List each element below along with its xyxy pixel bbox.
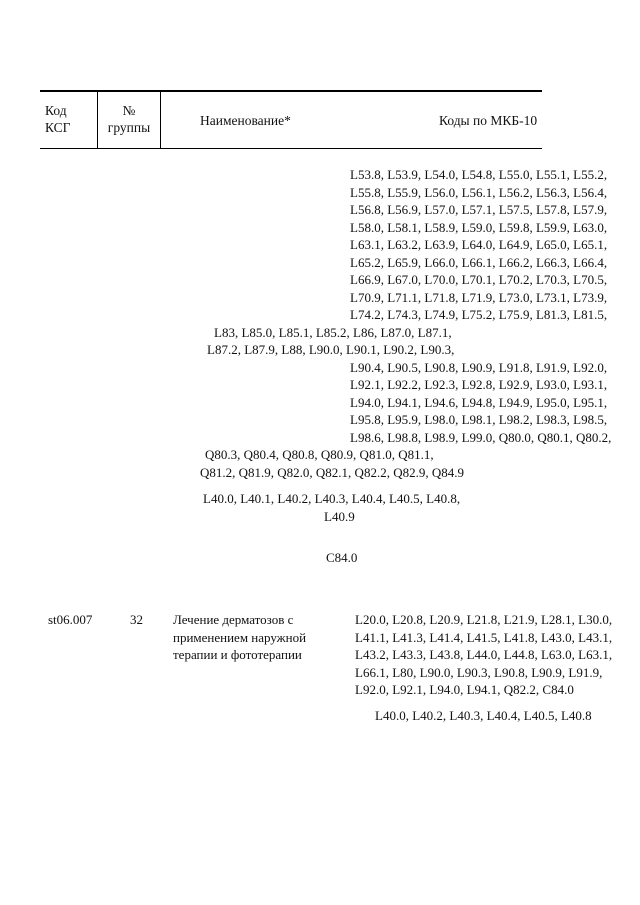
header-col-name: Наименование* [200,113,291,128]
row-icd-code-line: L41.1, L41.3, L41.4, L41.5, L41.8, L43.0, L43.1, [355,629,613,645]
icd-code-line: L90.4, L90.5, L90.8, L90.9, L91.8, L91.9, L92.0, [350,359,608,375]
icd-code-line: L66.9, L67.0, L70.0, L70.1, L70.2, L70.3, L70.5, [350,272,608,287]
row-icd-code-line: L92.0, L92.1, L94.0, L94.1, Q82.2, C84.0 [355,682,574,697]
icd-code-line: L74.2, L74.3, L74.9, L75.2, L75.9, L81.3, L81.5, [350,307,608,322]
row-name-line: применением наружной [173,629,307,645]
icd-extra-line: L40.9 [324,508,355,524]
row-group-number: 32 [130,612,143,627]
header-bottom-rule [40,148,542,149]
icd-code-line: L63.1, L63.2, L63.9, L64.0, L64.9, L65.0, L65.1, [350,237,608,252]
icd-code-line: L70.9, L71.1, L71.8, L71.9, L73.0, L73.1, L73.9, [350,289,608,305]
icd-code-line: L87.2, L87.9, L88, L90.0, L90.1, L90.2, L90.3, [207,342,455,357]
header-col-ksg-code-line2: КСГ [45,120,71,135]
icd-code-line: L56.8, L56.9, L57.0, L57.1, L57.5, L57.8, L57.9, [350,202,608,217]
row-name-line: терапии и фототерапии [173,647,302,662]
icd-code-line: L98.6, L98.8, L98.9, L99.0, Q80.0, Q80.1, Q80.2, [350,429,612,445]
header-top-rule [40,90,542,92]
row-icd-code-line: L43.2, L43.3, L43.8, L44.0, L44.8, L63.0, L63.1, [355,647,613,662]
row-name [173,611,343,664]
header-col-ksg-code-line1: Код [45,103,67,118]
icd-code-line: L53.8, L53.9, L54.0, L54.8, L55.0, L55.1, L55.2, [350,167,608,182]
header-col-icd-codes: Коды по МКБ-10 [439,113,538,128]
icd-code-line: L94.0, L94.1, L94.6, L94.8, L94.9, L95.0, L95.1, [350,394,608,410]
header-col-group-number-line1: № [122,103,136,118]
icd-extra-line: L40.0, L40.1, L40.2, L40.3, L40.4, L40.5, L40.8, [203,491,461,506]
icd-code-line: Q81.2, Q81.9, Q82.0, Q82.1, Q82.2, Q82.9, Q84.9 [200,464,464,480]
icd-code-line: L92.1, L92.2, L92.3, L92.8, L92.9, L93.0, L93.1, [350,377,608,392]
header-col-group-number-line2: группы [107,120,151,135]
icd-code-line: L58.0, L58.1, L58.9, L59.0, L59.8, L59.9, L63.0, [350,219,608,235]
icd-code-line: Q80.3, Q80.4, Q80.8, Q80.9, Q81.0, Q81.1, [205,447,434,462]
icd-code-line: L55.8, L55.9, L56.0, L56.1, L56.2, L56.3, L56.4, [350,184,608,200]
icd-code-line: L65.2, L65.9, L66.0, L66.1, L66.2, L66.3, L66.4, [350,254,608,270]
row-icd-code-line: L66.1, L80, L90.0, L90.3, L90.8, L90.9, L91.9, [355,664,603,680]
icd-single-code: C84.0 [326,550,358,565]
icd-code-line: L95.8, L95.9, L98.0, L98.1, L98.2, L98.3, L98.5, [350,412,608,427]
icd-code-line: L83, L85.0, L85.1, L85.2, L86, L87.0, L87.1, [214,324,452,340]
header-divider-2 [160,91,161,149]
header-col-group-number [98,102,160,136]
row-icd-code-line: L20.0, L20.8, L20.9, L21.8, L21.9, L28.1, L30.0, [355,612,613,627]
row-ksg-code: st06.007 [48,612,93,627]
row-icd-extra-line: L40.0, L40.2, L40.3, L40.4, L40.5, L40.8 [375,708,592,723]
header-col-ksg-code [45,102,95,136]
row-name-line: Лечение дерматозов с [173,612,294,627]
